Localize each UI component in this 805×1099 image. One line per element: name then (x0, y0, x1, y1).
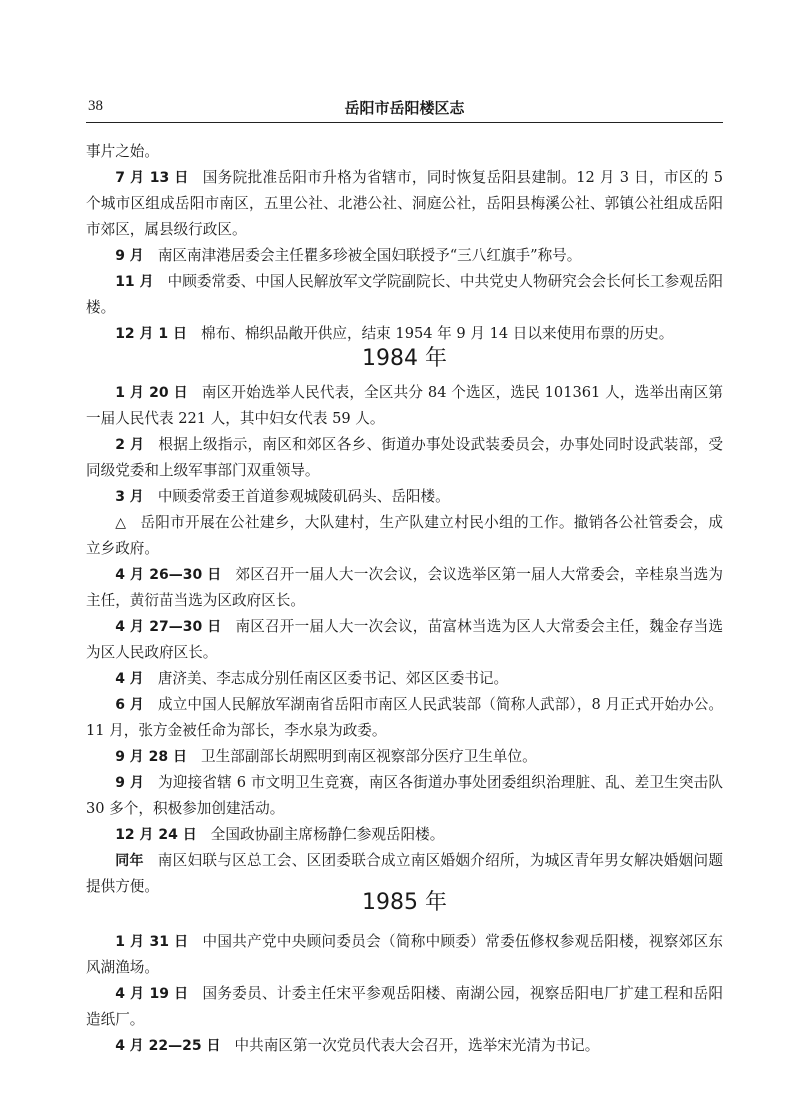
chronicle-entry (86, 380, 723, 432)
entry-text: 岳阳市开展在公社建乡，大队建村，生产队建立村民小组的工作。撤销各公社管委会，成立乡政府。 (86, 514, 723, 557)
entry-text: 国务委员、计委主任宋平参观岳阳楼、南湖公园，视察岳阳电厂扩建工程和岳阳造纸厂。 (86, 985, 723, 1028)
chronicle-entry (86, 510, 723, 562)
entry-date: 1 月 20 日 (115, 385, 188, 401)
entry-text: 中顾委常委、中国人民解放军文学院副院长、中共党史人物研究会会长何长工参观岳阳楼。 (86, 273, 723, 316)
chronicle-entry (86, 484, 723, 510)
year-heading-1985: 1985 年 (362, 890, 447, 915)
entry-text: 唐济美、李志成分别任南区区委书记、郊区区委书记。 (157, 670, 509, 687)
section-1985 (86, 929, 723, 1059)
section-1984 (86, 380, 723, 900)
running-title: 岳阳市岳阳楼区志 (344, 99, 465, 117)
chronicle-entry (86, 666, 723, 692)
entry-text: 全国政协副主席杨静仁参观岳阳楼。 (210, 826, 445, 843)
entry-text: 棉布、棉织品敞开供应，结束 1954 年 9 月 14 日以来使用布票的历史。 (201, 325, 674, 342)
entry-date: 3 月 (115, 489, 144, 505)
entry-date: △ (115, 515, 127, 531)
chronicle-entry (86, 981, 723, 1033)
entry-text: 中共南区第一次党员代表大会召开，选举宋光清为书记。 (234, 1037, 600, 1054)
entry-text: 国务院批准岳阳市升格为省辖市，同时恢复岳阳县建制。12 月 3 日，市区的 5 个城市区组成岳阳市南区，五里公社、北港公社、洞庭公社，岳阳县梅溪公社、郭镇公社组成岳阳市郊区，属县级行政区。 (86, 169, 723, 238)
chronicle-entry (86, 432, 723, 484)
entry-date: 2 月 (115, 437, 145, 453)
entry-date: 12 月 24 日 (115, 827, 197, 843)
page-header (86, 96, 723, 123)
continuation-text: 事片之始。 (86, 143, 159, 160)
chronicle-entry (86, 562, 723, 614)
chronicle-entry (86, 692, 723, 744)
entry-date: 4 月 22—25 日 (115, 1038, 221, 1054)
entry-date: 7 月 13 日 (115, 170, 189, 186)
chronicle-entry (86, 243, 723, 269)
chronicle-entry (86, 744, 723, 770)
entry-text: 南区南津港居委会主任瞿多珍被全国妇联授予“三八红旗手”称号。 (157, 247, 582, 264)
page-number: 38 (88, 98, 103, 114)
entry-text: 南区召开一届人大一次会议，苗富林当选为区人大常委会主任，魏金存当选为区人民政府区长。 (86, 618, 723, 661)
entry-text: 南区开始选举人民代表，全区共分 84 个选区，选民 101361 人，选举出南区第一届人民代表 221 人，其中妇女代表 59 人。 (86, 384, 723, 427)
chronicle-entry (86, 929, 723, 981)
entry-text: 卫生部副部长胡熙明到南区视察部分医疗卫生单位。 (201, 748, 537, 765)
chronicle-entry (86, 822, 723, 848)
entry-date: 9 月 28 日 (115, 749, 188, 765)
entry-text: 成立中国人民解放军湖南省岳阳市南区人民武装部（简称人武部），8 月正式开始办公。11 月，张方金被任命为部长，李水泉为政委。 (86, 696, 723, 739)
entry-date: 4 月 19 日 (115, 986, 189, 1002)
entry-date: 12 月 1 日 (115, 326, 188, 342)
entry-date: 6 月 (115, 697, 145, 713)
entry-text: 郊区召开一届人大一次会议，会议选举区第一届人大常委会，辛桂泉当选为主任，黄衍苗当选为区政府区长。 (86, 566, 723, 609)
chronicle-entry (86, 770, 723, 822)
entry-text: 为迎接省辖 6 市文明卫生竞赛，南区各街道办事处团委组织治理脏、乱、差卫生突击队 30 多个，积极参加创建活动。 (86, 774, 723, 817)
entry-text: 中国共产党中央顾问委员会（简称中顾委）常委伍修权参观岳阳楼，视察郊区东风湖渔场。 (86, 933, 723, 976)
chronicle-entry (86, 165, 723, 243)
entry-date: 1 月 31 日 (115, 934, 189, 950)
year-heading-1984: 1984 年 (362, 346, 447, 371)
entry-date: 4 月 27—30 日 (115, 619, 222, 635)
entry-date: 9 月 (115, 775, 145, 791)
entry-date: 4 月 26—30 日 (115, 567, 222, 583)
entry-date: 9 月 (115, 248, 144, 264)
entry-date: 11 月 (115, 274, 154, 290)
chronicle-entry (86, 269, 723, 321)
chronicle-entry (86, 614, 723, 666)
entry-date: 4 月 (115, 671, 144, 687)
section-1983-end (86, 139, 723, 347)
entry-text: 根据上级指示，南区和郊区各乡、街道办事处设武装委员会，办事处同时设武装部，受同级党委和上级军事部门双重领导。 (86, 436, 723, 479)
chronicle-entry (86, 1033, 723, 1059)
entry-text: 南区妇联与区总工会、区团委联合成立南区婚姻介绍所，为城区青年男女解决婚姻问题提供方便。 (86, 852, 723, 895)
entry-date: 同年 (115, 853, 144, 869)
entry-text: 中顾委常委王首道参观城陵矶码头、岳阳楼。 (157, 488, 450, 505)
